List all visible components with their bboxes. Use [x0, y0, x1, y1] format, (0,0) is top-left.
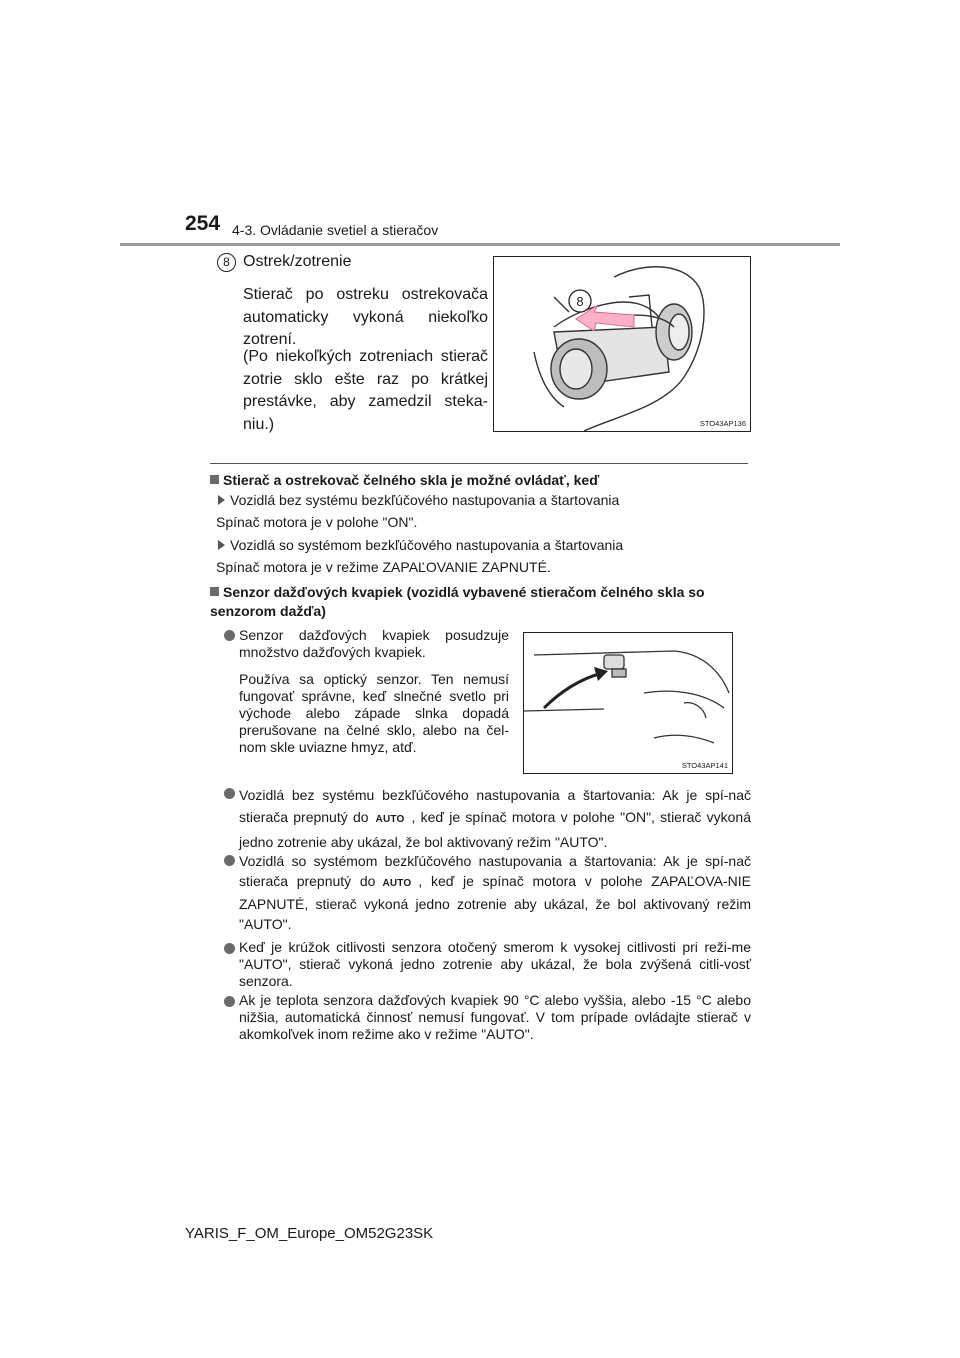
- bullet-icon: [224, 630, 235, 641]
- bullet-text: Ak je teplota senzora dažďových kvapiek 90 °C alebo vyššia, alebo -15 °C alebo nižšia, automatická činnosť nemusí fungovať. V tom prípade ovládajte stierač v akomkoľvek inom režime ako v režime "AUTO".: [239, 992, 751, 1042]
- figure-callout-label: 8: [576, 294, 584, 309]
- bullet-text: Vozidlá so systémom bezkľúčového nastupovania a štartovania: Ak je spí-nač stierača prepnutý do AUTO , keď je spínač motora v polohe ZAPAĽOVA-NIE ZAPNUTÉ, stierač vykoná jedno zotrenie aby ukázal, že bol aktivovaný režim "AUTO".: [239, 853, 752, 932]
- condition-item: Vozidlá bez systému bezkľúčového nastupovania a štartovania: [214, 492, 619, 508]
- bullet-text: Vozidlá bez systému bezkľúčového nastupovania a štartovania: Ak je spí-nač stierača prepnutý do AUTO , keď je spínač motora v polohe "ON", stierač vykoná jedno zotrenie aby ukázal, že bol aktivovaný režim "AUTO".: [239, 787, 751, 850]
- item-title: Ostrek/zotrenie: [243, 253, 352, 270]
- section-divider: [210, 463, 748, 464]
- section-title: 4-3. Ovládanie svetiel a stieračov: [232, 222, 439, 238]
- figure-code: STO43AP141: [681, 761, 728, 770]
- auto-mode-icon: AUTO: [382, 878, 412, 889]
- bullet-text: Používa sa optický senzor. Ten nemusí fungovať správne, keď slnečné svetlo pri východe alebo západe slnka dopadá prerušovane na čelné sklo, alebo na čel-nom skle uviazne hmyz, atď.: [239, 671, 509, 755]
- auto-mode-icon: AUTO: [375, 814, 405, 825]
- document-code: YARIS_F_OM_Europe_OM52G23SK: [185, 1225, 434, 1242]
- bullet-text: Senzor dažďových kvapiek posudzuje množstvo dažďových kvapiek.: [239, 627, 509, 660]
- bullet-icon: [224, 943, 235, 954]
- condition-text: Spínač motora je v režime ZAPAĽOVANIE ZAPNUTÉ.: [216, 559, 551, 575]
- section-heading: Senzor dažďových kvapiek (vozidlá vybavené stieračom čelného skla so senzorom dažďa): [210, 584, 705, 619]
- wiper-lever-illustration: [493, 256, 751, 432]
- header-rule: [120, 243, 840, 246]
- item-marker: 8: [217, 253, 236, 272]
- condition-text: Spínač motora je v polohe "ON".: [216, 514, 418, 530]
- bullet-icon: [224, 855, 235, 866]
- bullet-icon: [224, 788, 235, 799]
- hand-lever-drawing: [494, 257, 750, 431]
- square-bullet-icon: [210, 587, 219, 596]
- item-paragraph: Stierač po ostreku ostrekovača automaticky vykoná niekoľko zotrení.: [243, 286, 488, 348]
- bullet-text: Keď je krúžok citlivosti senzora otočený smerom k vysokej citlivosti pri reži-me "AUTO", stierač vykoná jedno zotrenie aby ukázal, že bola zvýšená citli-vosť senzora.: [239, 939, 751, 989]
- square-bullet-icon: [210, 475, 219, 484]
- item-paragraph: (Po niekoľkých zotreniach stierač zotrie sklo ešte raz po krátkej prestávke, aby zamedzil steka-niu.): [243, 348, 488, 433]
- figure-code: STO43AP136: [699, 419, 746, 428]
- condition-item: Vozidlá so systémom bezkľúčového nastupovania a štartovania: [214, 537, 623, 553]
- page-number: 254: [185, 212, 221, 235]
- windshield-sensor-illustration: [523, 632, 733, 774]
- windshield-drawing: [524, 633, 732, 773]
- bullet-icon: [224, 996, 235, 1007]
- section-heading: Stierač a ostrekovač čelného skla je možné ovládať, keď: [210, 471, 599, 490]
